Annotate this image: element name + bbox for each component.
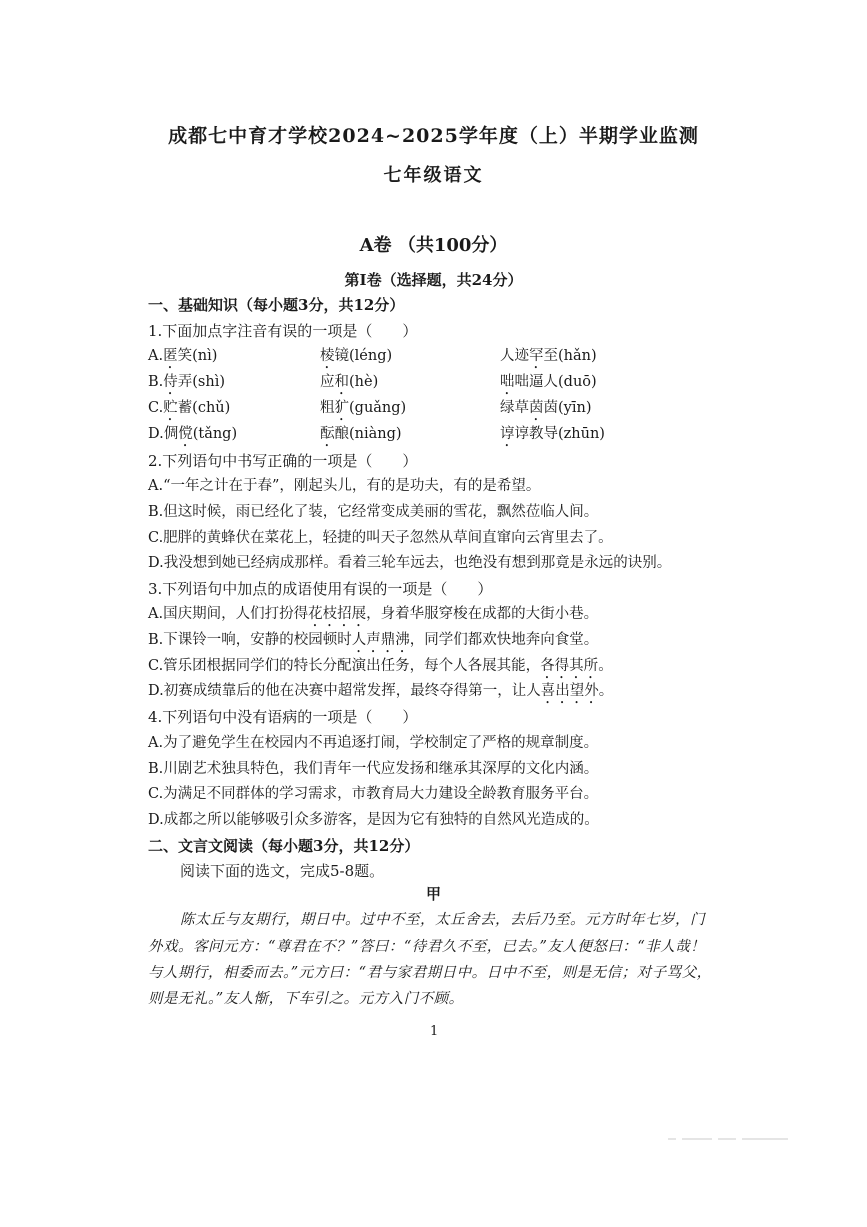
text: B.下课铃一响，安静的校园顿时 — [148, 632, 352, 648]
text: 笑(nì) — [177, 348, 218, 364]
exam-subtitle: 七年级语文 — [383, 165, 484, 186]
dotted-char: 犷 — [334, 400, 349, 416]
passage-line: 外戏。客问元方：“尊君在不？”答曰：“待君久不至，已去。”友人便怒曰：“非人哉！ — [148, 939, 706, 955]
q1-option-d-item-3 — [500, 424, 605, 450]
question-3-stem: 3.下列语句中加点的成语使用有误的一项是（ ） — [148, 580, 493, 598]
dotted-char: 咄 — [500, 374, 515, 390]
dotted-idiom: 花枝招展 — [308, 606, 367, 622]
text: 倜 — [163, 426, 179, 442]
q2-option-d: D.我没想到她已经病成那样。看着三轮车远去，也绝没有想到那竟是永远的诀别。 — [148, 555, 672, 571]
text: D.初赛成绩靠后的他在决赛中超常发挥，最终夺得第一，让人 — [148, 683, 541, 699]
text: 镜(léng) — [334, 348, 393, 364]
text: 蓄(chǔ) — [177, 400, 231, 416]
dotted-char: 和 — [334, 374, 349, 390]
dotted-char: 茵 — [529, 400, 544, 416]
q1-option-b-item-2 — [320, 372, 378, 398]
q2-option-a: A.“一年之计在于春”，刚起头儿，有的是功夫，有的是希望。 — [148, 478, 541, 494]
dotted-idiom: 各得其所 — [540, 658, 599, 674]
dotted-idiom: 人声鼎沸 — [351, 632, 410, 648]
option-label: B. — [148, 374, 164, 390]
text: C.管乐团根据同学们的特长分配演出任务，每个人各展其能， — [148, 658, 541, 674]
q1-option-b — [148, 372, 225, 398]
q1-option-b-item-3 — [500, 372, 597, 398]
reading-instructions: 阅读下面的选文，完成5-8题。 — [180, 862, 385, 880]
q3-option-d — [148, 681, 613, 707]
q1-option-a — [148, 346, 217, 372]
q1-option-c — [148, 398, 230, 424]
q1-option-d-item-2 — [320, 424, 402, 450]
text: ，身着华服穿梭在成都的大街小巷。 — [366, 606, 599, 622]
section-classical-reading: 二、文言文阅读（每小题3分，共12分） — [148, 837, 420, 855]
option-label: C. — [148, 400, 164, 416]
dotted-char: 侍 — [163, 374, 178, 390]
option-label: A. — [148, 348, 164, 364]
text: 至(hǎn) — [543, 348, 597, 364]
dotted-idiom: 喜出望外 — [540, 683, 599, 699]
dotted-char: 罕 — [529, 348, 544, 364]
dotted-char: 匿 — [163, 348, 178, 364]
q1-option-a-item-3 — [500, 346, 597, 372]
q4-option-b: B.川剧艺术独具特色，我们青年一代应发扬和继承其深厚的文化内涵。 — [148, 761, 599, 777]
q1-option-c-item-3 — [500, 398, 591, 424]
text: 应 — [320, 374, 335, 390]
dotted-char: 酝 — [320, 426, 335, 442]
q3-option-c — [148, 656, 613, 682]
text: (guǎng) — [349, 400, 407, 416]
text: 。 — [598, 683, 614, 699]
question-1-stem: 1.下面加点字注音有误的一项是（ ） — [148, 322, 418, 340]
q2-option-b: B.但这时候，雨已经化了装，它经常变成美丽的雪花，飘然莅临人间。 — [148, 504, 599, 520]
q3-option-b — [148, 630, 598, 656]
volume-heading: A卷 （共100分） — [359, 235, 508, 256]
scan-artifact — [668, 1128, 818, 1140]
dotted-char: 傥 — [178, 426, 193, 442]
text: 谆教导(zhūn) — [514, 426, 605, 442]
passage-label: 甲 — [425, 885, 441, 903]
text: 咄逼人(duō) — [514, 374, 597, 390]
text: 茵(yīn) — [543, 400, 592, 416]
text: (hè) — [349, 374, 379, 390]
text: 绿草 — [500, 400, 529, 416]
option-label: D. — [148, 426, 164, 442]
dotted-char: 谆 — [500, 426, 515, 442]
part-heading: 第Ⅰ卷（选择题，共24分） — [344, 271, 523, 289]
q4-option-a: A.为了避免学生在校园内不再追逐打闹，学校制定了严格的规章制度。 — [148, 735, 599, 751]
text: (tǎng) — [192, 426, 238, 442]
passage-line: 则是无礼。”友人惭，下车引之。元方入门不顾。 — [148, 991, 464, 1007]
section-basic-knowledge: 一、基础知识（每小题3分，共12分） — [148, 296, 405, 314]
text: 粗 — [320, 400, 335, 416]
passage-line: 陈太丘与友期行，期日中。过中不至，太丘舍去，去后乃至。元方时年七岁，门 — [180, 912, 705, 928]
exam-title: 成都七中育才学校2024~2025学年度（上）半期学业监测 — [168, 125, 699, 147]
text: 。 — [598, 658, 613, 674]
question-4-stem: 4.下列语句中没有语病的一项是（ ） — [148, 708, 418, 726]
dotted-char: 棱 — [320, 348, 335, 364]
q1-option-d — [148, 424, 237, 450]
q4-option-c: C.为满足不同群体的学习需求，市教育局大力建设全龄教育服务平台。 — [148, 786, 599, 802]
q1-option-c-item-2 — [320, 398, 406, 424]
text: 弄(shì) — [177, 374, 225, 390]
q4-option-d: D.成都之所以能够吸引众多游客，是因为它有独特的自然风光造成的。 — [148, 812, 599, 828]
q3-option-a — [148, 604, 598, 630]
passage-line: 与人期行，相委而去。”元方曰：“君与家君期日中。日中不至，则是无信；对子骂父， — [148, 965, 712, 981]
text: 酿(niàng) — [334, 426, 402, 442]
page-number: 1 — [430, 1024, 439, 1039]
text: A.国庆期间，人们打扮得 — [148, 606, 309, 622]
question-2-stem: 2.下列语句中书写正确的一项是（ ） — [148, 452, 418, 470]
q2-option-c: C.肥胖的黄蜂伏在菜花上，轻捷的叫天子忽然从草间直窜向云宵里去了。 — [148, 530, 613, 546]
q1-option-a-item-2 — [320, 346, 392, 372]
dotted-char: 贮 — [163, 400, 178, 416]
text: 人迹 — [500, 348, 529, 364]
text: ，同学们都欢快地奔向食堂。 — [409, 632, 599, 648]
